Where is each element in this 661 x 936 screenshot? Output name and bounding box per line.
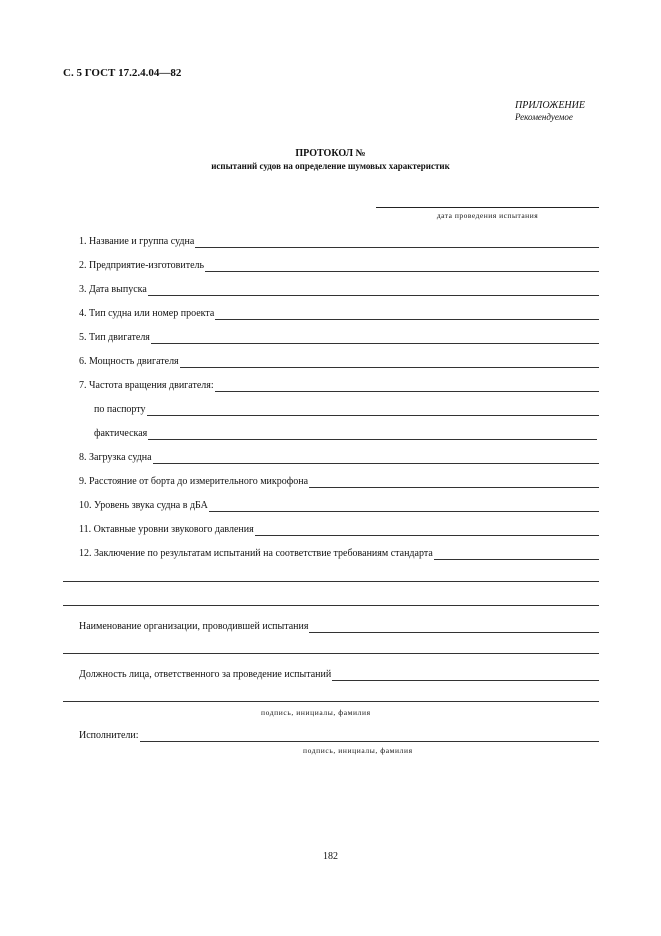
page-header: С. 5 ГОСТ 17.2.4.04—82 (63, 67, 182, 79)
field-row-engine-power (79, 356, 599, 368)
field-row-manufacturer (79, 260, 599, 272)
executors-input-line[interactable] (140, 732, 599, 742)
field-input-line[interactable] (147, 406, 599, 416)
executors-label: Исполнители: (79, 730, 139, 741)
conclusion-line[interactable] (63, 605, 599, 606)
field-input-line[interactable] (255, 526, 599, 536)
page-number: 182 (323, 851, 338, 862)
appendix-block (515, 100, 585, 122)
protocol-title: ПРОТОКОЛ № (295, 148, 366, 159)
field-row-microphone-distance (79, 476, 599, 488)
field-label: 7. Частота вращения двигателя: (79, 380, 214, 391)
field-label: 5. Тип двигателя (79, 332, 150, 343)
protocol-title-block (0, 148, 661, 172)
organization-row (79, 621, 599, 633)
date-caption: дата проведения испытания (436, 211, 539, 220)
field-input-line[interactable] (151, 334, 599, 344)
field-input-line[interactable] (215, 382, 599, 392)
protocol-subtitle: испытаний судов на определение шумовых характеристик (211, 161, 450, 171)
organization-line[interactable] (63, 653, 599, 654)
field-label: 8. Загрузка судна (79, 452, 152, 463)
field-label: 9. Расстояние от борта до измерительного микрофона (79, 476, 309, 487)
field-label: по паспорту (94, 404, 146, 415)
field-input-line[interactable] (209, 502, 599, 512)
field-input-line[interactable] (309, 478, 599, 488)
field-row-engine-speed (79, 380, 599, 392)
signature-caption: подпись, инициалы, фамилия (261, 708, 371, 717)
field-row-sound-level (79, 500, 599, 512)
field-row-release-date (79, 284, 599, 296)
field-row-speed-actual (94, 428, 597, 440)
appendix-status: Рекомендуемое (515, 112, 573, 122)
field-input-line[interactable] (148, 430, 597, 440)
field-input-line[interactable] (180, 358, 599, 368)
field-label: 1. Название и группа судна (79, 236, 195, 247)
signature-caption: подпись, инициалы, фамилия (303, 746, 413, 755)
field-row-speed-passport (94, 404, 599, 416)
field-input-line[interactable] (434, 550, 599, 560)
field-row-octave-levels (79, 524, 599, 536)
field-input-line[interactable] (153, 454, 599, 464)
appendix-title: ПРИЛОЖЕНИЕ (515, 100, 585, 111)
field-input-line[interactable] (195, 238, 599, 248)
responsible-label: Должность лица, ответственного за проведение испытаний (79, 669, 332, 680)
field-row-vessel-type (79, 308, 599, 320)
responsible-line[interactable] (63, 701, 599, 702)
conclusion-line[interactable] (63, 581, 599, 582)
field-label: фактическая (94, 428, 148, 439)
field-input-line[interactable] (215, 310, 599, 320)
field-label: 3. Дата выпуска (79, 284, 147, 295)
organization-label: Наименование организации, проводившей испытания (79, 621, 309, 632)
field-label: 2. Предприятие-изготовитель (79, 260, 205, 271)
field-label: 12. Заключение по результатам испытаний на соответствие требованиям стандарта (79, 548, 433, 559)
field-label: 4. Тип судна или номер проекта (79, 308, 215, 319)
field-row-engine-type (79, 332, 599, 344)
field-row-conclusion (79, 548, 599, 560)
responsible-input-line[interactable] (332, 671, 599, 681)
field-row-vessel-load (79, 452, 599, 464)
responsible-row (79, 669, 599, 681)
field-label: 10. Уровень звука судна в дБА (79, 500, 208, 511)
field-label: 6. Мощность двигателя (79, 356, 179, 367)
field-row-vessel-name (79, 236, 599, 248)
field-label: 11. Октавные уровни звукового давления (79, 524, 254, 535)
field-input-line[interactable] (148, 286, 599, 296)
date-line[interactable] (376, 207, 599, 208)
field-input-line[interactable] (205, 262, 599, 272)
executors-row (79, 730, 599, 742)
organization-input-line[interactable] (309, 623, 599, 633)
